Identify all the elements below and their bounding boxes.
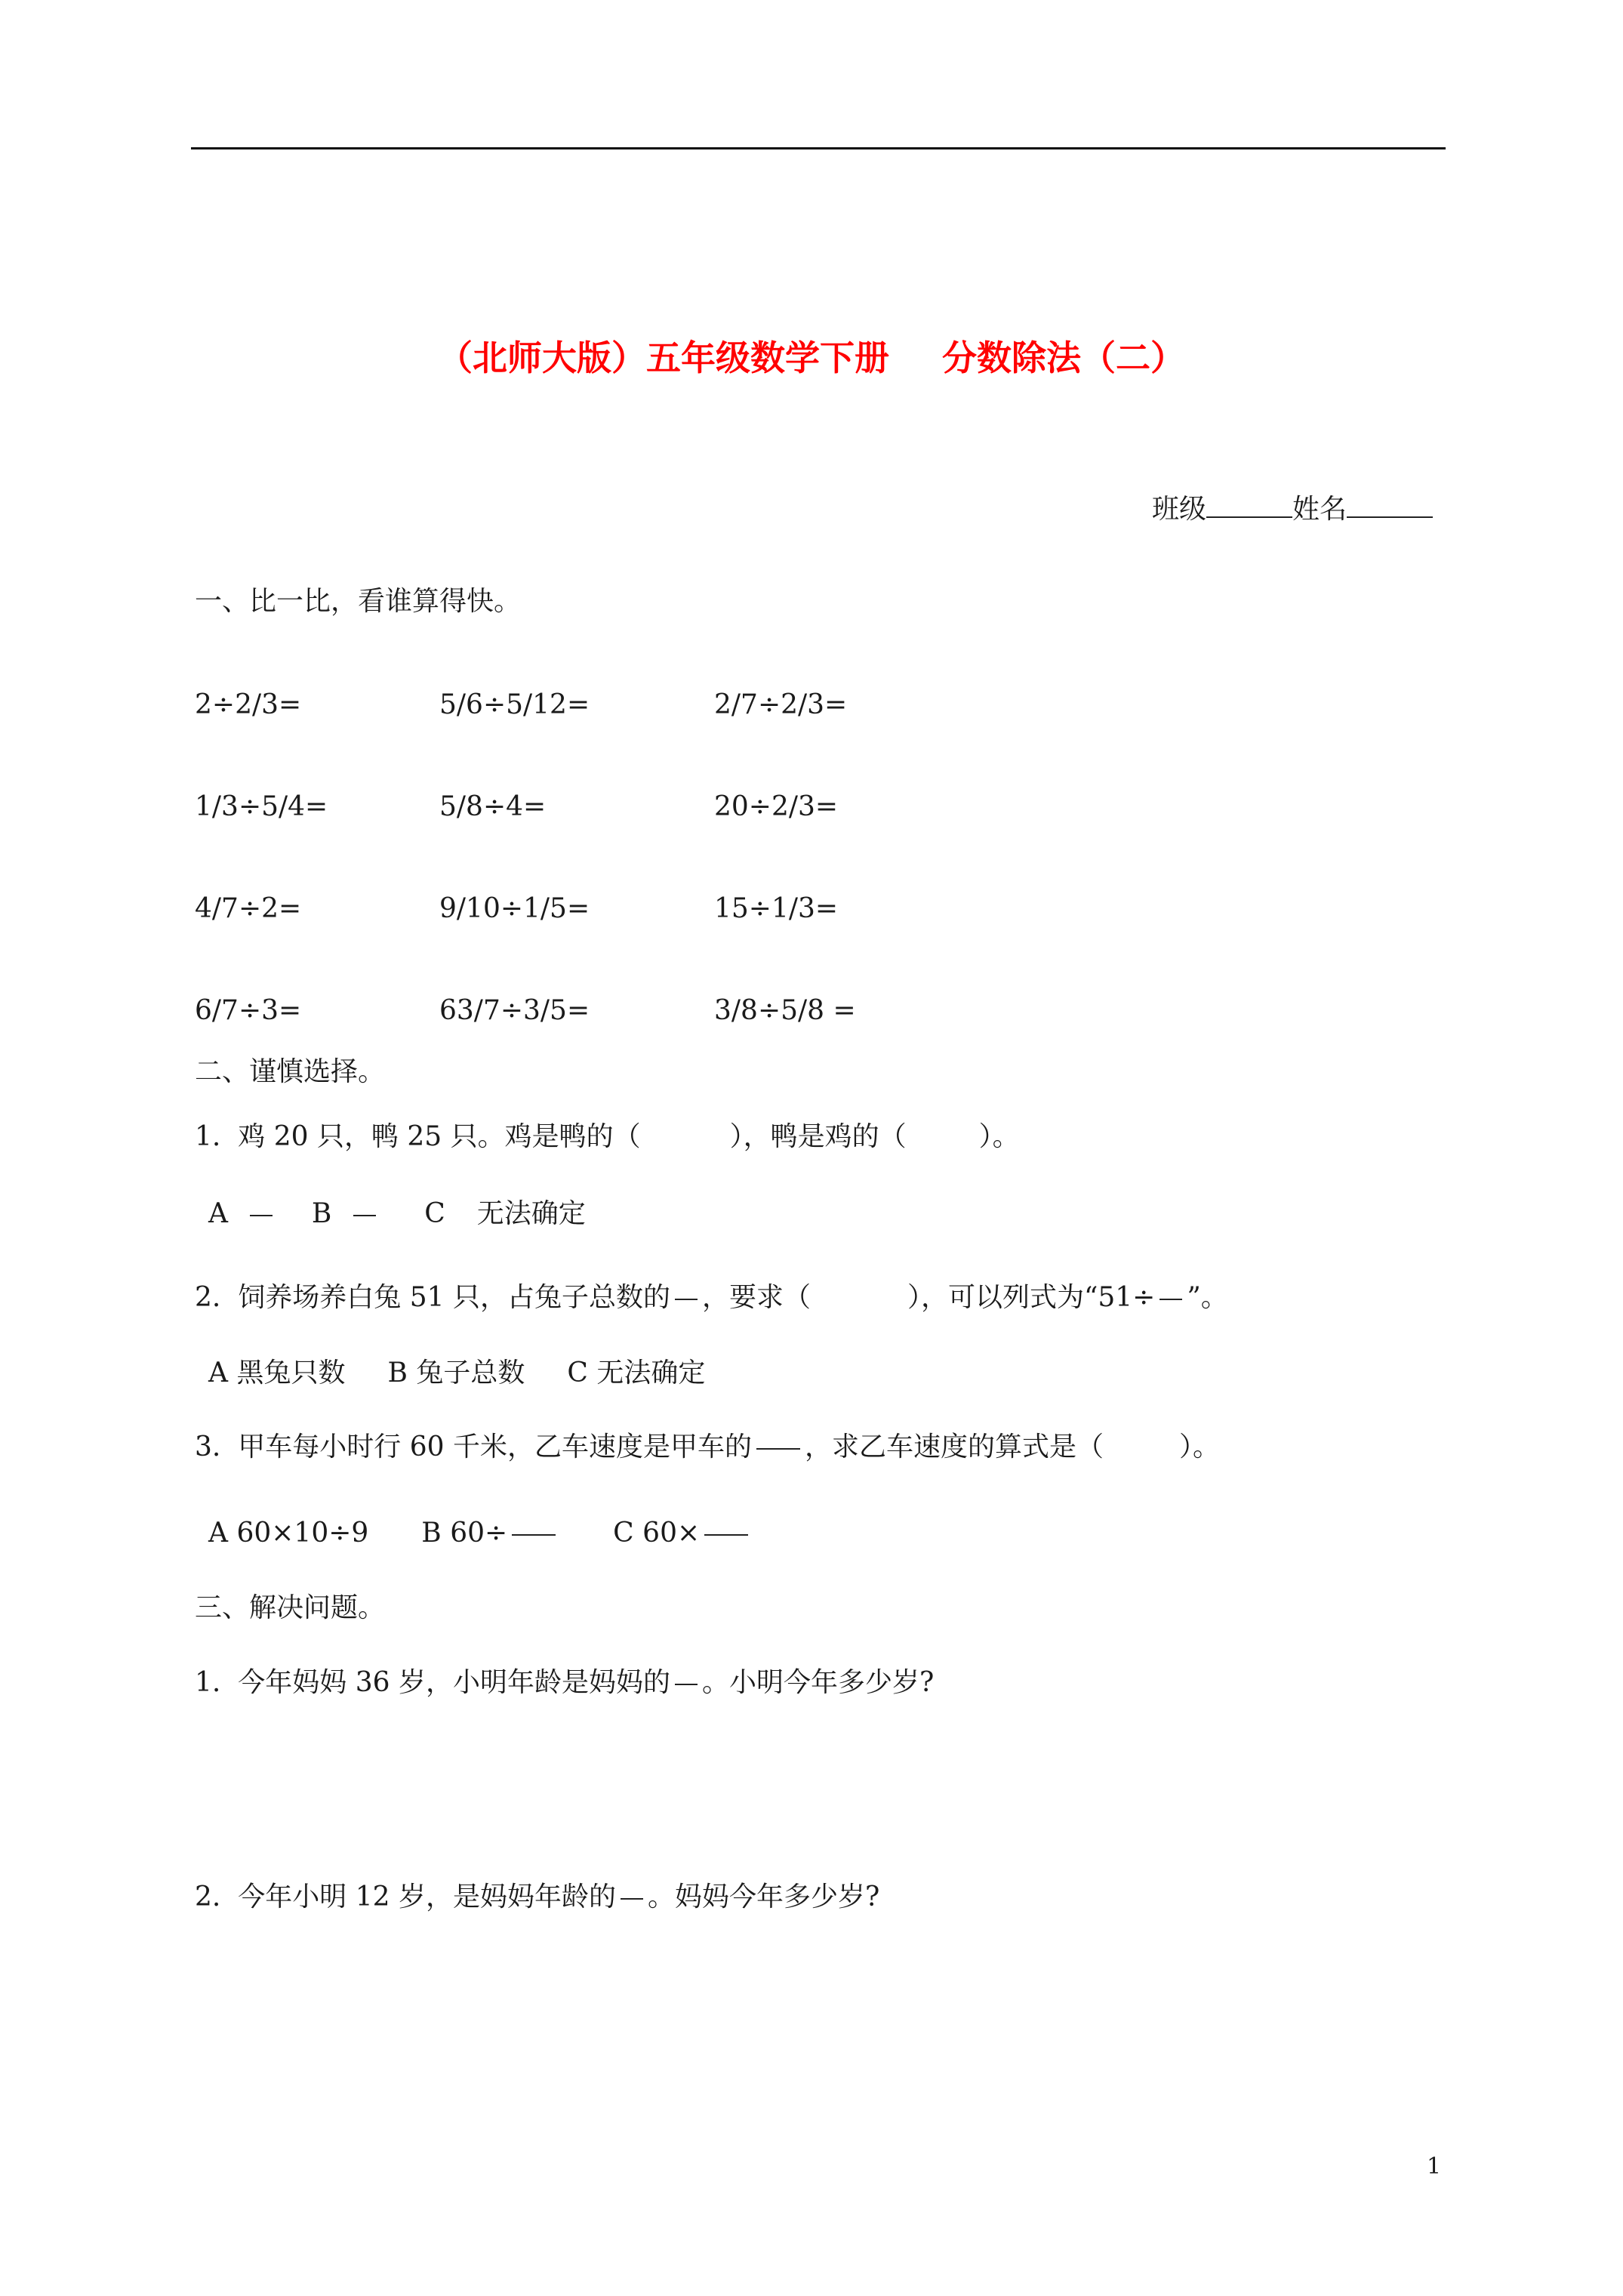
calc-item: 20÷2/3=	[714, 791, 839, 822]
option-a[interactable]: A	[208, 1198, 228, 1229]
calc-item: 3/8÷5/8 =	[714, 995, 856, 1026]
title-part2: 分数除法（二）	[942, 337, 1185, 378]
calc-item: 63/7÷3/5=	[439, 995, 590, 1026]
calc-item: 15÷1/3=	[714, 893, 839, 924]
section2-heading: 二、谨慎选择。	[195, 1056, 386, 1087]
fraction-bar	[1160, 1299, 1182, 1300]
page-title	[0, 331, 1623, 381]
class-label: 班级	[1152, 494, 1207, 525]
fraction-bar	[512, 1534, 556, 1536]
calc-item: 5/8÷4=	[439, 791, 547, 822]
question-s2-q2: 2. 饲养场养白兔 51 只，占兔子总数的 ，要求（ ），可以列式为“51÷ ”。	[195, 1282, 1228, 1313]
options-s2-q2	[208, 1360, 705, 1387]
calc-item: 1/3÷5/4=	[195, 791, 328, 822]
fraction-bar	[675, 1684, 698, 1685]
question-number: 1.	[195, 1667, 221, 1698]
options-s2-q1: A B C 无法确定	[208, 1198, 586, 1229]
fraction-bar	[353, 1215, 376, 1216]
section3-heading: 三、解决问题。	[195, 1592, 386, 1623]
option-c[interactable]: C 无法确定	[567, 1358, 706, 1388]
question-number: 3.	[195, 1432, 221, 1462]
calc-item: 4/7÷2=	[195, 893, 302, 924]
name-blank[interactable]	[1347, 492, 1433, 518]
calc-item: 5/6÷5/12=	[439, 689, 590, 720]
calc-item: 9/10÷1/5=	[439, 893, 590, 924]
section1-heading: 一、比一比，看谁算得快。	[195, 586, 522, 617]
option-b[interactable]: B 兔子总数	[387, 1358, 525, 1388]
fraction-bar	[250, 1215, 273, 1216]
option-c[interactable]: C 60×	[613, 1518, 701, 1549]
question-s3-q2: 2. 今年小明 12 岁，是妈妈年龄的 。妈妈今年多少岁?	[195, 1881, 880, 1912]
class-blank[interactable]	[1206, 492, 1292, 518]
page-number: 1	[1427, 2153, 1442, 2180]
options-s2-q3	[208, 1520, 753, 1547]
question-number: 2.	[195, 1881, 221, 1912]
class-name-line	[1152, 492, 1433, 523]
calc-item: 2÷2/3=	[195, 689, 302, 720]
question-number: 2.	[195, 1282, 221, 1313]
question-s2-q3: 3. 甲车每小时行 60 千米，乙车速度是甲车的 ，求乙车速度的算式是（ ）。	[195, 1432, 1220, 1462]
question-number: 1.	[195, 1121, 221, 1152]
question-s2-q1: 1. 鸡 20 只，鸭 25 只。鸡是鸭的（ ），鸭是鸡的（ ）。	[195, 1121, 1020, 1152]
fraction-bar	[704, 1534, 748, 1536]
fraction-bar	[621, 1898, 643, 1900]
fraction-bar	[675, 1299, 698, 1300]
title-part1: （北师大版）五年级数学下册	[438, 337, 889, 378]
option-c[interactable]: C	[424, 1198, 445, 1229]
option-b[interactable]: B 60÷	[421, 1518, 508, 1549]
calc-item: 6/7÷3=	[195, 995, 302, 1026]
option-a[interactable]: A 60×10÷9	[208, 1518, 369, 1549]
question-s3-q1: 1. 今年妈妈 36 岁，小明年龄是妈妈的 。小明今年多少岁?	[195, 1667, 935, 1698]
calc-item: 2/7÷2/3=	[714, 689, 848, 720]
option-b[interactable]: B	[311, 1198, 332, 1229]
option-a[interactable]: A 黑兔只数	[208, 1358, 346, 1388]
name-label: 姓名	[1292, 494, 1347, 525]
fraction-bar	[756, 1448, 800, 1450]
header-rule	[191, 147, 1446, 149]
